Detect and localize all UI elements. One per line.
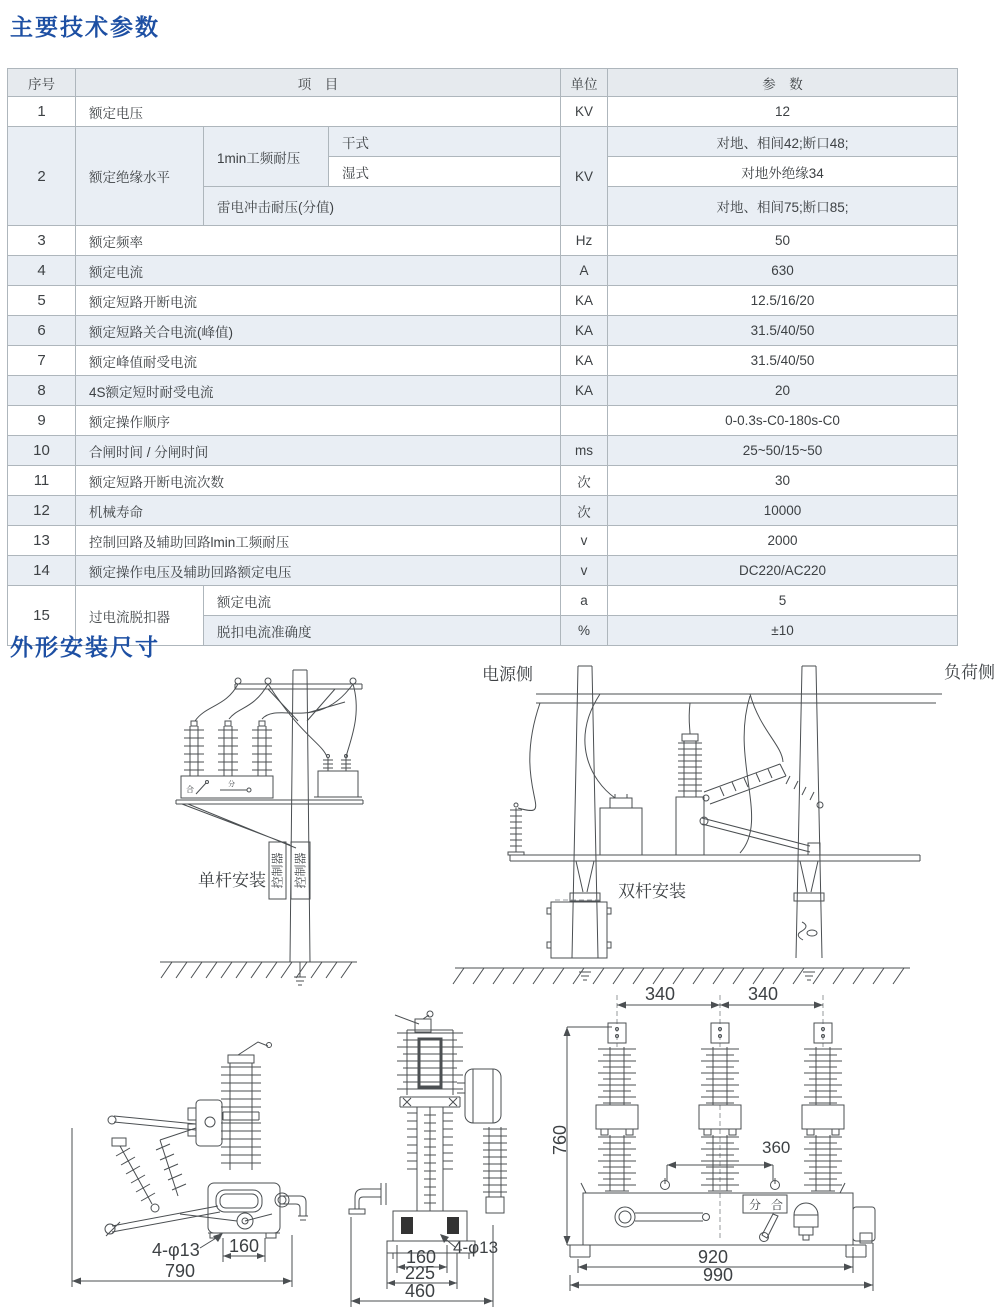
cell-value: 对地、相间42;断口48;: [608, 127, 958, 157]
breaker: [176, 721, 363, 848]
table-row: [8, 346, 958, 376]
table-row: [8, 97, 958, 127]
cell-no: 12: [8, 496, 76, 526]
page-title-parameters: 主要技术参数: [10, 14, 160, 40]
bushing: [794, 1203, 818, 1240]
table-row: [8, 466, 958, 496]
dim-340-right: 340: [748, 984, 779, 1004]
cell-no: 5: [8, 286, 76, 316]
cell-value: 630: [608, 256, 958, 286]
indicator-close-label: 合: [771, 1198, 784, 1212]
dim-160: 160: [406, 1247, 437, 1267]
table-row: [8, 256, 958, 286]
machine-outline: [105, 1042, 308, 1238]
ground-hatching: [453, 968, 910, 984]
cell-unit: 次: [561, 466, 608, 496]
table-row: [8, 556, 958, 586]
pole: [290, 670, 310, 985]
control-box: [547, 900, 611, 958]
cell-item: 合闸时间 / 分闸时间: [76, 436, 561, 466]
dim-760: 760: [550, 1124, 570, 1156]
dim-225: 225: [405, 1263, 436, 1283]
poles: [572, 666, 822, 980]
cell-value: 2000: [608, 526, 958, 556]
dimensions: [351, 1217, 498, 1307]
cell-value: 对地、相间75;断口85;: [608, 187, 958, 226]
cell-item: 额定短路开断电流次数: [76, 466, 561, 496]
cell-no: 9: [8, 406, 76, 436]
table-row: [8, 436, 958, 466]
cell-value: 5: [608, 586, 958, 616]
source-side-label: 电源侧: [482, 665, 533, 684]
cell-unit: ms: [561, 436, 608, 466]
cell-unit: Hz: [561, 226, 608, 256]
cell-unit: KA: [561, 316, 608, 346]
cell-unit: KV: [561, 97, 608, 127]
cell-subitem: 雷电冲击耐压(分值): [204, 187, 561, 226]
platform: [510, 855, 920, 901]
cell-subitem: 脱扣电流准确度: [204, 616, 561, 646]
cell-no: 7: [8, 346, 76, 376]
dim-holes: 4-φ13: [152, 1240, 200, 1260]
machine-outline: [349, 1011, 507, 1259]
cell-value: 25~50/15~50: [608, 436, 958, 466]
col-header-no: 序号: [8, 69, 76, 97]
cell-unit: v: [561, 526, 608, 556]
cell-no: 14: [8, 556, 76, 586]
dimensions: [72, 1128, 292, 1287]
cell-value: 30: [608, 466, 958, 496]
cell-value: 12.5/16/20: [608, 286, 958, 316]
cell-unit: A: [561, 256, 608, 286]
dim-holes: 4-φ13: [453, 1238, 499, 1257]
cell-value: 对地外绝缘34: [608, 157, 958, 187]
cell-unit: [561, 406, 608, 436]
cell-value: 10000: [608, 496, 958, 526]
overhead-wires: [518, 694, 942, 853]
cell-item: 控制回路及辅助回路lmin工频耐压: [76, 526, 561, 556]
cell-subitem: 1min工频耐压: [204, 127, 329, 187]
table-row: [8, 286, 958, 316]
dim-460: 460: [405, 1281, 436, 1301]
cell-value: 0-0.3s-C0-180s-C0: [608, 406, 958, 436]
cell-subitem: 干式: [329, 127, 561, 157]
cell-item: 4S额定短时耐受电流: [76, 376, 561, 406]
table-row: [8, 406, 958, 436]
cell-unit: KA: [561, 376, 608, 406]
position-indicator: [743, 1195, 787, 1242]
cell-no: 11: [8, 466, 76, 496]
cell-item: 过电流脱扣器: [76, 586, 204, 646]
cell-item: 额定峰值耐受电流: [76, 346, 561, 376]
cell-unit: KA: [561, 346, 608, 376]
col-header-item: 项 目: [76, 69, 561, 97]
cell-item: 额定操作电压及辅助回路额定电压: [76, 556, 561, 586]
equipment: [508, 694, 823, 855]
cell-no: 10: [8, 436, 76, 466]
cell-item: 额定绝缘水平: [76, 127, 204, 226]
cell-item: 额定电流: [76, 256, 561, 286]
indicator-open-label: 分: [749, 1198, 762, 1212]
center-lines: [617, 995, 823, 1240]
cell-item: 机械寿命: [76, 496, 561, 526]
table-row: [8, 496, 958, 526]
cell-no: 13: [8, 526, 76, 556]
cell-item: 额定短路开断电流: [76, 286, 561, 316]
dim-790: 790: [165, 1261, 196, 1281]
control-box-label: 控制器: [293, 852, 308, 889]
cell-no: 6: [8, 316, 76, 346]
table-header-row: [8, 69, 958, 97]
side-view-drawing: [60, 1000, 370, 1300]
cell-unit: KA: [561, 286, 608, 316]
cell-value: ±10: [608, 616, 958, 646]
load-side-label: 负荷侧: [944, 663, 995, 682]
cell-no: 1: [8, 97, 76, 127]
control-boxes: [269, 842, 310, 899]
control-box-label: 控制器: [270, 852, 285, 889]
cell-unit: v: [561, 556, 608, 586]
cell-value: 31.5/40/50: [608, 316, 958, 346]
cell-unit: a: [561, 586, 608, 616]
cell-item: 额定频率: [76, 226, 561, 256]
dim-340-left: 340: [645, 984, 676, 1004]
section-view-drawing: [345, 995, 560, 1315]
crossarm: [235, 678, 362, 721]
cell-item: 额定短路关合电流(峰值): [76, 316, 561, 346]
dim-990: 990: [703, 1265, 734, 1285]
cell-value: 50: [608, 226, 958, 256]
cell-value: 31.5/40/50: [608, 346, 958, 376]
cell-value: 20: [608, 376, 958, 406]
cell-item: 额定操作顺序: [76, 406, 561, 436]
table-row: [8, 226, 958, 256]
cell-no: 2: [8, 127, 76, 226]
cell-value: 12: [608, 97, 958, 127]
cell-no: 4: [8, 256, 76, 286]
cell-unit: %: [561, 616, 608, 646]
breaker-open-label: 分: [228, 781, 235, 788]
single-pole-installation-drawing: [150, 655, 480, 995]
double-pole-label: 双杆安装: [618, 882, 686, 901]
voltage-transformer: [314, 755, 362, 798]
cell-unit: KV: [561, 127, 608, 226]
table-row: [8, 316, 958, 346]
cell-subitem: 湿式: [329, 157, 561, 187]
col-header-unit: 单位: [561, 69, 608, 97]
table-row: [8, 586, 958, 616]
cell-item: 额定电压: [76, 97, 561, 127]
table-row: [8, 376, 958, 406]
cell-value: DC220/AC220: [608, 556, 958, 586]
cell-no: 8: [8, 376, 76, 406]
single-pole-label: 单杆安装: [198, 871, 266, 890]
dim-160: 160: [229, 1236, 260, 1256]
double-pole-installation-drawing: [450, 650, 1000, 995]
col-header-value: 参 数: [608, 69, 958, 97]
breaker-close-label: 合: [186, 785, 194, 794]
cell-subitem: 额定电流: [204, 586, 561, 616]
parameters-table: [7, 68, 958, 646]
page-title-dimensions: 外形安装尺寸: [10, 634, 160, 660]
cell-unit: 次: [561, 496, 608, 526]
ground-hatching: [160, 962, 357, 978]
cell-no: 15: [8, 586, 76, 646]
dim-360: 360: [762, 1138, 791, 1157]
cell-no: 3: [8, 226, 76, 256]
table-row: [8, 127, 958, 157]
table-row: [8, 526, 958, 556]
dim-920: 920: [698, 1247, 729, 1267]
front-view-drawing: [540, 985, 1000, 1305]
base-tank: [570, 1178, 875, 1257]
